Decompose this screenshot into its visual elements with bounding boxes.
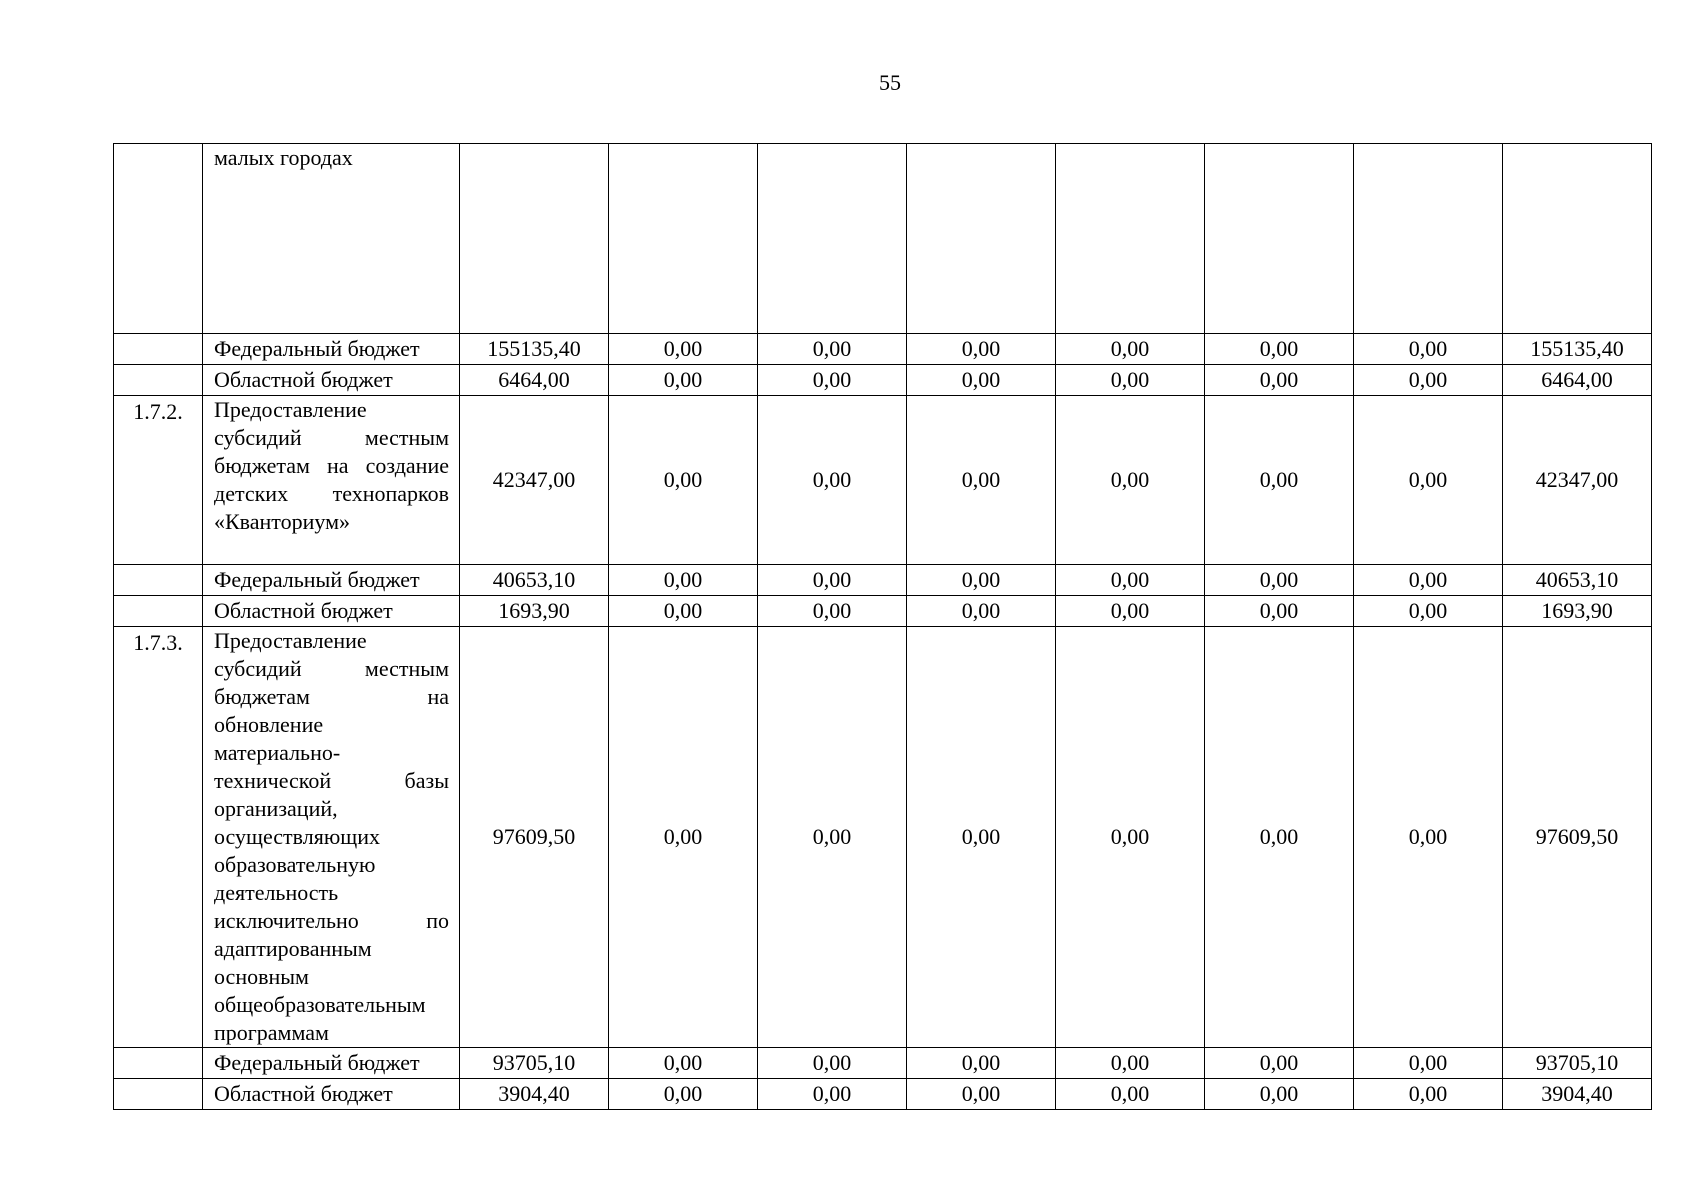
item-number-cell	[114, 596, 203, 627]
value-cell: 0,00	[1056, 596, 1205, 627]
budget-table	[113, 143, 1652, 1110]
value-cell: 0,00	[758, 1048, 907, 1079]
value-cell: 0,00	[758, 396, 907, 565]
item-number-cell	[114, 144, 203, 334]
item-number-cell	[114, 1048, 203, 1079]
item-number-cell	[114, 565, 203, 596]
value-cell: 0,00	[1205, 334, 1354, 365]
table-row	[114, 1079, 1652, 1110]
item-name-cell: Предоставление субсидий местным бюджетам на создание детских технопарков «Кванториум»	[203, 396, 460, 565]
value-cell: 0,00	[758, 627, 907, 1048]
value-cell: 0,00	[1205, 396, 1354, 565]
value-cell: 155135,40	[460, 334, 609, 365]
table-row	[114, 365, 1652, 396]
value-cell: 42347,00	[460, 396, 609, 565]
value-cell: 0,00	[907, 627, 1056, 1048]
value-cell: 0,00	[1056, 565, 1205, 596]
item-number-cell: 1.7.3.	[114, 627, 203, 1048]
value-cell: 0,00	[1205, 627, 1354, 1048]
value-cell: 0,00	[609, 1079, 758, 1110]
item-name-cell: Предоставление субсидий местным бюджетам на обновление материально-технической базы организаций, осуществляющих образовательную деятельность исключительно по адаптированным основным общеобразовательным программам	[203, 627, 460, 1048]
value-cell: 3904,40	[460, 1079, 609, 1110]
item-number-cell	[114, 334, 203, 365]
value-cell: 6464,00	[1503, 365, 1652, 396]
value-cell: 3904,40	[1503, 1079, 1652, 1110]
value-cell: 0,00	[609, 596, 758, 627]
value-cell	[907, 144, 1056, 334]
value-cell: 40653,10	[1503, 565, 1652, 596]
value-cell	[1354, 144, 1503, 334]
table-row	[114, 1048, 1652, 1079]
item-number-cell	[114, 365, 203, 396]
page-number: 55	[879, 70, 901, 95]
value-cell: 0,00	[758, 596, 907, 627]
value-cell: 40653,10	[460, 565, 609, 596]
value-cell	[758, 144, 907, 334]
value-cell	[1503, 144, 1652, 334]
value-cell: 6464,00	[460, 365, 609, 396]
item-name-cell: Областной бюджет	[203, 1079, 460, 1110]
value-cell: 0,00	[1205, 1079, 1354, 1110]
value-cell: 0,00	[609, 565, 758, 596]
item-number-cell	[114, 1079, 203, 1110]
item-name-cell: Федеральный бюджет	[203, 1048, 460, 1079]
value-cell	[1056, 144, 1205, 334]
value-cell: 0,00	[1056, 1048, 1205, 1079]
value-cell: 0,00	[1354, 565, 1503, 596]
value-cell: 1693,90	[1503, 596, 1652, 627]
value-cell: 93705,10	[460, 1048, 609, 1079]
value-cell: 0,00	[907, 1079, 1056, 1110]
value-cell: 0,00	[1354, 596, 1503, 627]
value-cell: 0,00	[907, 334, 1056, 365]
value-cell: 0,00	[609, 334, 758, 365]
value-cell: 0,00	[1056, 627, 1205, 1048]
value-cell: 0,00	[1354, 365, 1503, 396]
value-cell: 0,00	[1056, 334, 1205, 365]
table-row	[114, 596, 1652, 627]
value-cell: 0,00	[758, 334, 907, 365]
item-name-cell: Областной бюджет	[203, 365, 460, 396]
budget-table-body	[114, 144, 1652, 1110]
value-cell: 0,00	[1056, 1079, 1205, 1110]
table-row	[114, 627, 1652, 1048]
value-cell: 0,00	[1056, 365, 1205, 396]
value-cell: 0,00	[907, 396, 1056, 565]
value-cell: 0,00	[758, 365, 907, 396]
value-cell: 0,00	[1354, 627, 1503, 1048]
item-name-cell: малых городах	[203, 144, 460, 334]
value-cell	[460, 144, 609, 334]
value-cell: 1693,90	[460, 596, 609, 627]
value-cell: 0,00	[907, 596, 1056, 627]
value-cell: 0,00	[609, 396, 758, 565]
value-cell: 0,00	[758, 565, 907, 596]
value-cell: 0,00	[609, 627, 758, 1048]
item-name-cell: Федеральный бюджет	[203, 565, 460, 596]
value-cell: 93705,10	[1503, 1048, 1652, 1079]
table-row	[114, 334, 1652, 365]
item-number-cell: 1.7.2.	[114, 396, 203, 565]
value-cell: 0,00	[907, 565, 1056, 596]
value-cell: 0,00	[758, 1079, 907, 1110]
value-cell: 0,00	[1354, 334, 1503, 365]
value-cell: 97609,50	[1503, 627, 1652, 1048]
value-cell	[1205, 144, 1354, 334]
value-cell: 0,00	[609, 365, 758, 396]
value-cell: 0,00	[1056, 396, 1205, 565]
value-cell: 0,00	[907, 1048, 1056, 1079]
value-cell: 0,00	[1205, 1048, 1354, 1079]
value-cell: 0,00	[1354, 1048, 1503, 1079]
value-cell: 0,00	[609, 1048, 758, 1079]
value-cell: 0,00	[1205, 365, 1354, 396]
item-name-cell: Областной бюджет	[203, 596, 460, 627]
value-cell	[609, 144, 758, 334]
item-name-cell: Федеральный бюджет	[203, 334, 460, 365]
value-cell: 155135,40	[1503, 334, 1652, 365]
value-cell: 0,00	[1354, 396, 1503, 565]
value-cell: 0,00	[1205, 596, 1354, 627]
table-row	[114, 144, 1652, 334]
table-row	[114, 565, 1652, 596]
value-cell: 0,00	[907, 365, 1056, 396]
value-cell: 0,00	[1354, 1079, 1503, 1110]
value-cell: 97609,50	[460, 627, 609, 1048]
table-row	[114, 396, 1652, 565]
value-cell: 42347,00	[1503, 396, 1652, 565]
value-cell: 0,00	[1205, 565, 1354, 596]
